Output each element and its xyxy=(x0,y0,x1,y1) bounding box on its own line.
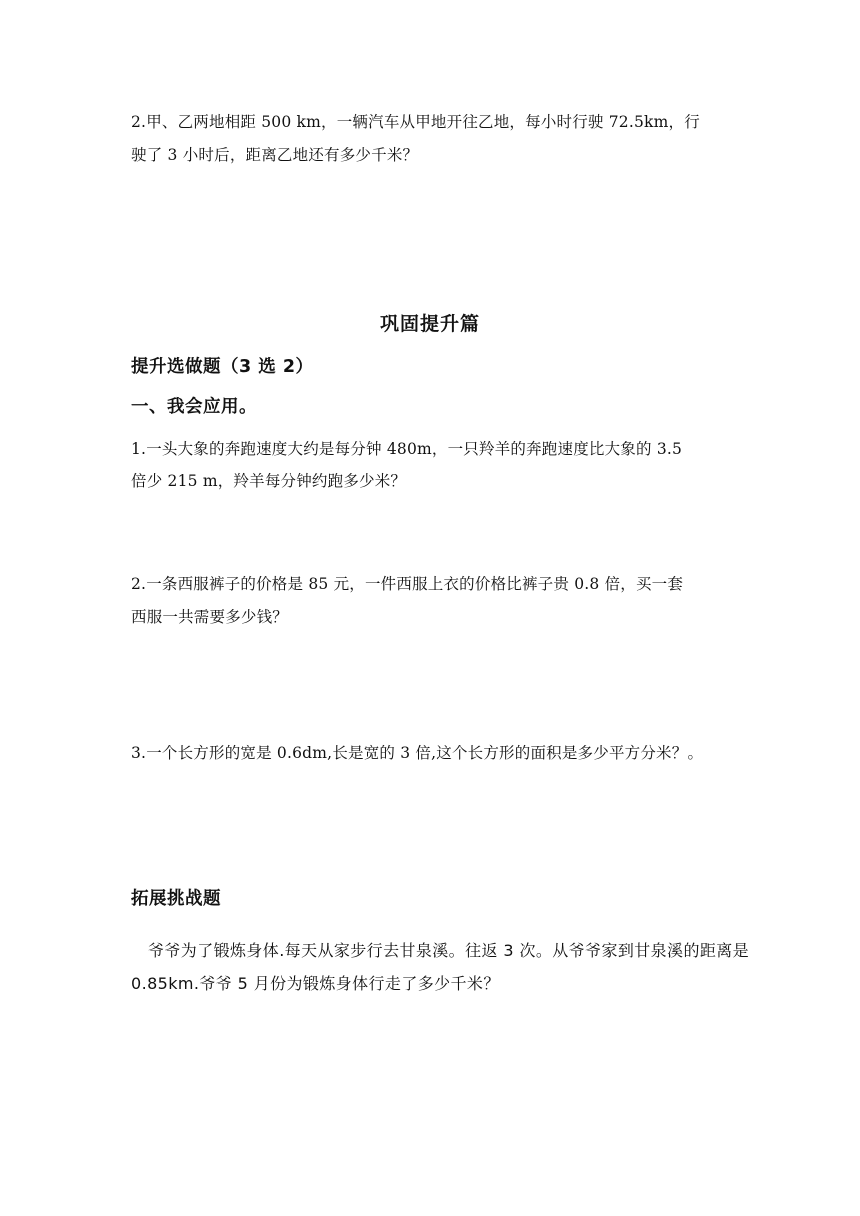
problem-2-line-2: 西服一共需要多少钱？ xyxy=(131,608,289,626)
challenge-line-1: 爷爷为了锻炼身体.每天从家步行去甘泉溪。往返 3 次。从爷爷家到甘泉溪的距离是 xyxy=(148,941,750,960)
problem-1-line-1: 1.一头大象的奔跑速度大约是每分钟 480m，一只羚羊的奔跑速度比大象的 3.5 xyxy=(131,440,683,458)
subsection-title: 提升选做题（3 选 2） xyxy=(131,357,314,377)
challenge-title: 拓展挑战题 xyxy=(131,889,221,909)
problem-2-line-1: 2.一条西服裤子的价格是 85 元，一件西服上衣的价格比裤子贵 0.8 倍，买一套 xyxy=(131,575,684,593)
section-title: 巩固提升篇 xyxy=(379,313,480,335)
problem-1-line-2: 倍少 215 m，羚羊每分钟约跑多少米？ xyxy=(131,472,407,490)
question-2-line-1: 2.甲、乙两地相距 500 km，一辆汽车从甲地开往乙地，每小时行驶 72.5km，行 xyxy=(131,113,700,131)
problem-3-line-1: 3.一个长方形的宽是 0.6dm,长是宽的 3 倍,这个长方形的面积是多少平方分米？。 xyxy=(131,744,704,762)
question-2-line-2: 驶了 3 小时后，距离乙地还有多少千米？ xyxy=(131,146,419,164)
challenge-line-2: 0.85km.爷爷 5 月份为锻炼身体行走了多少千米？ xyxy=(131,974,500,993)
part-title: 一、我会应用。 xyxy=(131,397,257,417)
